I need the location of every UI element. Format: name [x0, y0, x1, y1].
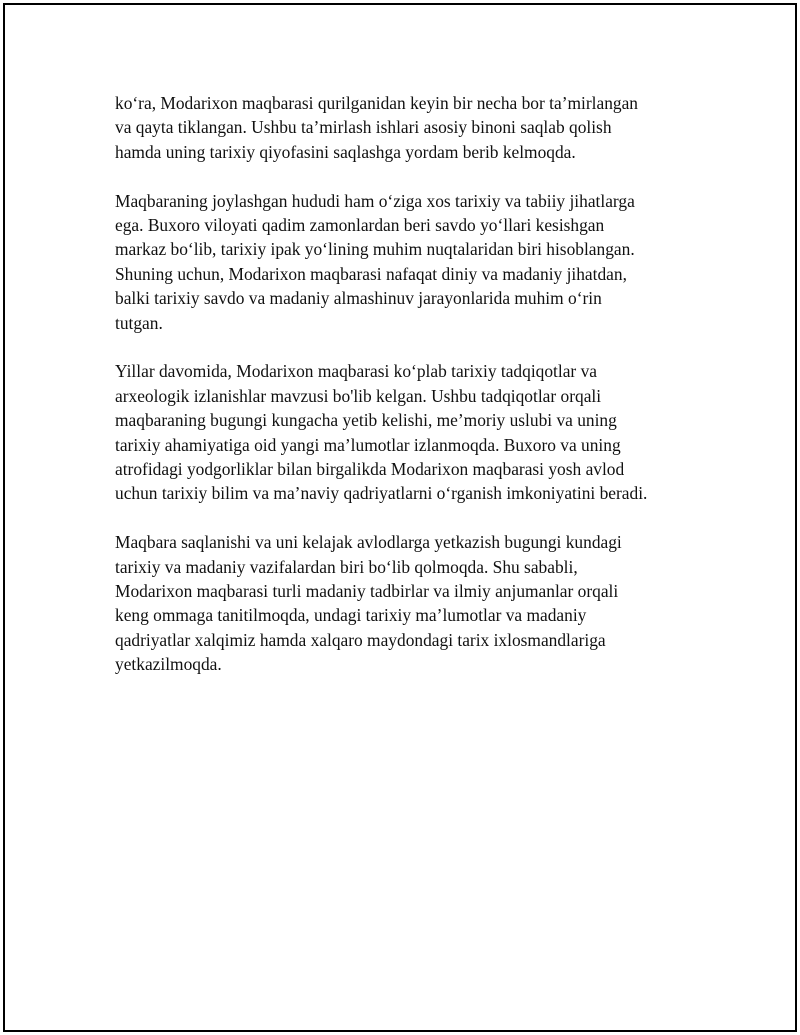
text-line: Shuning uchun, Modarixon maqbarasi nafaqat diniy va madaniy jihatdan, — [115, 263, 627, 284]
text-line: ega. Buxoro viloyati qadim zamonlardan beri savdo yo‘llari kesishgan — [115, 215, 605, 236]
paragraph-4 — [115, 530, 695, 676]
text-line: Modarixon maqbarasi turli madaniy tadbirlar va ilmiy anjumanlar orqali — [115, 581, 619, 602]
text-line: tarixiy va madaniy vazifalardan biri bo‘lib qolmoqda. Shu sababli, — [115, 556, 578, 577]
text-line: va qayta tiklangan. Ushbu ta’mirlash ishlari asosiy binoni saqlab qolish — [115, 117, 612, 138]
text-line: maqbaraning bugungi kungacha yetib kelishi, me’moriy uslubi va uning — [115, 410, 617, 431]
text-line: qadriyatlar xalqimiz hamda xalqaro maydondagi tarix ixlosmandlariga — [115, 629, 606, 650]
text-line: Maqbara saqlanishi va uni kelajak avlodlarga yetkazish bugungi kundagi — [115, 532, 622, 553]
text-line: keng ommaga tanitilmoqda, undagi tarixiy ma’lumotlar va madaniy — [115, 605, 587, 626]
text-line: yetkazilmoqda. — [115, 654, 222, 675]
text-line: ko‘ra, Modarixon maqbarasi qurilganidan keyin bir necha bor ta’mirlangan — [115, 93, 638, 113]
paragraph-3 — [115, 359, 695, 505]
text-line: atrofidagi yodgorliklar bilan birgalikda Modarixon maqbarasi yosh avlod — [115, 459, 625, 480]
paragraph-2 — [115, 189, 695, 335]
text-line: balki tarixiy savdo va madaniy almashinuv jarayonlarida muhim o‘rin — [115, 288, 602, 309]
text-line: arxeologik izlanishlar mavzusi bo'lib kelgan. Ushbu tadqiqotlar orqali — [115, 385, 602, 406]
text-line: Maqbaraning joylashgan hududi ham o‘ziga xos tarixiy va tabiiy jihatlarga — [115, 190, 635, 211]
document-body — [115, 91, 695, 701]
text-line: tutgan. — [115, 312, 163, 333]
text-line: tarixiy ahamiyatiga oid yangi ma’lumotlar izlanmoqda. Buxoro va uning — [115, 434, 621, 455]
text-line: Yillar davomida, Modarixon maqbarasi ko‘plab tarixiy tadqiqotlar va — [115, 361, 597, 382]
text-line: hamda uning tarixiy qiyofasini saqlashga yordam berib kelmoqda. — [115, 141, 576, 162]
text-line: markaz bo‘lib, tarixiy ipak yo‘lining muhim nuqtalaridan biri hisoblangan. — [115, 239, 635, 260]
paragraph-1 — [115, 91, 695, 164]
text-line: uchun tarixiy bilim va ma’naviy qadriyatlarni o‘rganish imkoniyatini beradi. — [115, 483, 648, 504]
